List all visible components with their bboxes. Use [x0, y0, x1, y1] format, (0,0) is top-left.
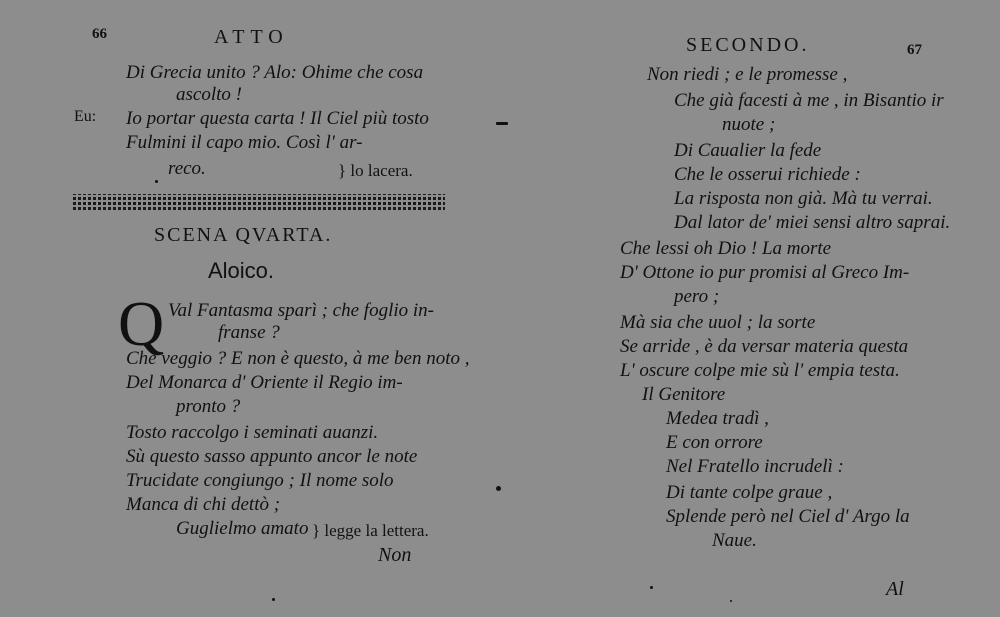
text-line: Guglielmo amato — [176, 518, 309, 539]
catchword-right: Al — [886, 578, 904, 600]
drop-cap: Q — [118, 288, 165, 359]
ink-mark — [650, 586, 653, 589]
speaker-label: Eu: — [74, 108, 97, 125]
text-line: E con orrore — [666, 432, 763, 453]
text-line: nuote ; — [722, 114, 776, 135]
stage-direction: } lo lacera. — [338, 161, 413, 180]
ink-mark — [730, 600, 732, 602]
text-line: reco. — [168, 158, 206, 179]
text-line: Del Monarca d' Oriente il Regio im- — [126, 372, 403, 393]
text-line: Sù questo sasso appunto ancor le note — [126, 446, 418, 467]
text-line: Dal lator de' miei sensi altro saprai. — [674, 212, 951, 233]
text-line: ascolto ! — [176, 84, 242, 105]
ink-mark — [155, 180, 158, 183]
text-line: Se arride , è da versar materia questa — [620, 336, 909, 357]
page-number-right: 67 — [907, 42, 922, 58]
text-line: Tosto raccolgo i seminati auanzi. — [126, 422, 379, 443]
text-line: Che le osserui richiede : — [674, 164, 861, 185]
character-name: Aloico. — [208, 258, 275, 283]
text-line: Naue. — [712, 530, 757, 551]
text-line: Trucidate congiungo ; Il nome solo — [126, 470, 394, 491]
text-line: Che già facesti à me , in Bisantio ir — [674, 90, 944, 111]
ink-mark — [272, 598, 275, 601]
text-line: D' Ottone io pur promisi al Greco Im- — [620, 262, 910, 283]
stage-direction: } legge la lettera. — [312, 521, 429, 540]
running-head-right: SECONDO. — [686, 34, 810, 56]
text-line: Che lessi oh Dio ! La morte — [620, 238, 832, 259]
text-line: Medea tradì , — [666, 408, 769, 429]
right-page — [500, 0, 1000, 617]
text-line: pronto ? — [176, 396, 241, 417]
text-line: Che veggio ? E non è questo, à me ben noto , — [126, 348, 470, 369]
scene-title: SCENA QVARTA. — [154, 224, 333, 246]
running-head-left: ATTO — [214, 26, 289, 48]
text-line: Fulmini il capo mio. Così l' ar- — [126, 132, 363, 153]
catchword-left: Non — [378, 544, 412, 566]
text-line: Val Fantasma sparì ; che foglio in- — [168, 300, 434, 321]
text-line: Manca di chi dettò ; — [126, 494, 281, 515]
text-line: Splende però nel Ciel d' Argo la — [666, 506, 910, 527]
text-line: Di Caualier la fede — [674, 140, 822, 161]
text-line: Di tante colpe graue , — [666, 482, 833, 503]
text-line: franse ? — [218, 322, 280, 343]
ornament-rule — [73, 194, 445, 210]
text-line: pero ; — [674, 286, 720, 307]
text-line: Di Grecia unito ? Alo: Ohime che cosa — [126, 62, 424, 83]
page-number-left: 66 — [92, 26, 107, 42]
text-line: Io portar questa carta ! Il Ciel più tosto — [126, 108, 429, 129]
text-line: La risposta non già. Mà tu verrai. — [674, 188, 933, 209]
text-line: Non riedi ; e le promesse , — [647, 64, 848, 85]
text-line: Mà sia che uuol ; la sorte — [620, 312, 816, 333]
text-line: Il Genitore — [642, 384, 726, 405]
text-line: Nel Fratello incrudelì : — [666, 456, 844, 477]
text-line: L' oscure colpe mie sù l' empia testa. — [620, 360, 900, 381]
